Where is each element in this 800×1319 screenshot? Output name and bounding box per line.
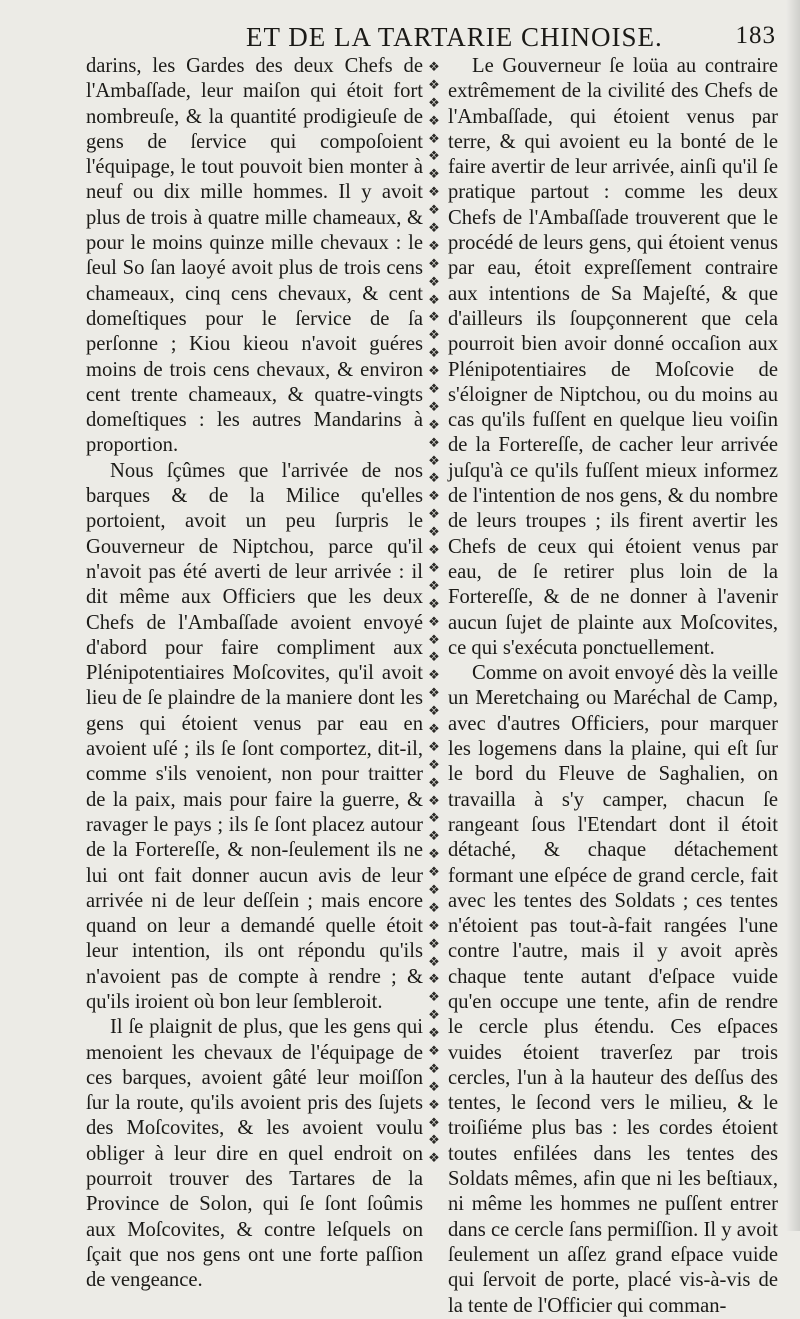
divider-ornament-icon: ❖	[428, 649, 440, 665]
divider-ornament-icon: ❖	[428, 381, 440, 397]
divider-ornament-icon: ❖	[428, 703, 440, 719]
divider-ornament-icon: ❖	[428, 363, 440, 379]
paragraph: darins, les Gardes des deux Chefs de l'Ambaſſade, leur maiſon qui étoit fort nombreuſe, & la quantité prodigieuſe de gens de ſervice qui compoſoient l'équipage, le tout pouvoit bien monter à neuf ou dix mille hommes. Il y avoit plus de trois à quatre mille chameaux, & pour le moins quinze mille chevaux : le ſeul So ſan laoyé avoit plus de trois cens chameaux, cinq cens chevaux, & cent domeſtiques pour le ſervice de ſa perſonne ; Kiou kieou n'avoit guéres moins de trois cens chevaux, & environ cent trente chameaux, & quatre-vingts domeſtiques : les autres Mandarins à proportion.	[86, 55, 423, 457]
divider-ornament-icon: ❖	[428, 488, 440, 504]
divider-ornament-icon: ❖	[428, 273, 440, 289]
divider-ornament-icon: ❖	[428, 899, 440, 915]
divider-ornament-icon: ❖	[428, 810, 440, 826]
divider-ornament-icon: ❖	[428, 1096, 440, 1112]
running-header	[86, 18, 776, 52]
divider-ornament-icon: ❖	[428, 184, 440, 200]
divider-ornament-icon: ❖	[428, 846, 440, 862]
divider-ornament-icon: ❖	[428, 237, 440, 253]
divider-ornament-icon: ❖	[428, 1025, 440, 1041]
divider-ornament-icon: ❖	[428, 917, 440, 933]
divider-ornament-icon: ❖	[428, 613, 440, 629]
divider-ornament-icon: ❖	[428, 220, 440, 236]
divider-ornament-icon: ❖	[428, 94, 440, 110]
divider-ornament-icon: ❖	[428, 255, 440, 271]
divider-ornament-icon: ❖	[428, 434, 440, 450]
divider-ornament-icon: ❖	[428, 470, 440, 486]
divider-ornament-icon: ❖	[428, 148, 440, 164]
divider-ornament-icon: ❖	[428, 1078, 440, 1094]
divider-ornament-icon: ❖	[428, 345, 440, 361]
divider-ornament-icon: ❖	[428, 864, 440, 880]
divider-ornament-icon: ❖	[428, 398, 440, 414]
divider-ornament-icon: ❖	[428, 1132, 440, 1148]
divider-ornament-icon: ❖	[428, 166, 440, 182]
running-title: ET DE LA TARTARIE CHINOISE.	[246, 22, 663, 52]
divider-ornament-icon: ❖	[428, 577, 440, 593]
paragraph: Le Gouverneur ſe loüa au contraire extrêmement de la civilité des Chefs de l'Ambaſſade, qui étoient venus par terre, & qui avoient eu la bonté de le faire avertir de leur arrivée, ainſi qu'il ſe pratique partout : comme les deux Chefs de l'Ambaſſade trouverent que le procédé de leurs gens, qui étoient venus par eau, étoit expreſſement contraire aux intentions de Sa Majeſté, & que d'ailleurs ils ſoupçonnerent que cela pourroit bien avoir donné occaſion aux Plénipotentiaires de Moſcovie de s'éloigner de Niptchou, ou du moins au cas qu'ils fuſſent en quelque lieu voiſin de la Fortereſſe, de cacher leur arrivée juſqu'à ce qu'ils fuſſent mieux informez de l'intention de nos gens, & du nombre de leurs troupes ; ils firent avertir les Chefs de ceux qui étoient venus par eau, de ſe retirer plus loin de la Fortereſſe, & de ne donner à l'avenir aucun ſujet de plainte aux Moſcovites, ce qui s'exécuta ponctuellement.	[448, 55, 778, 659]
left-column	[86, 54, 423, 1294]
divider-ornament-icon: ❖	[428, 1060, 440, 1076]
divider-ornament-icon: ❖	[428, 506, 440, 522]
divider-ornament-icon: ❖	[428, 76, 440, 92]
divider-ornament-icon: ❖	[428, 1150, 440, 1165]
divider-ornament-icon: ❖	[428, 595, 440, 611]
divider-ornament-icon: ❖	[428, 309, 440, 325]
divider-ornament-icon: ❖	[428, 667, 440, 683]
page-edge-shadow	[786, 0, 800, 1231]
divider-ornament-icon: ❖	[428, 416, 440, 432]
divider-ornament-icon: ❖	[428, 774, 440, 790]
divider-ornament-icon: ❖	[428, 291, 440, 307]
divider-ornament-icon: ❖	[428, 130, 440, 146]
divider-ornament-icon: ❖	[428, 1042, 440, 1058]
divider-ornament-icon: ❖	[428, 685, 440, 701]
paragraph: Il ſe plaignit de plus, que les gens qui menoient les chevaux de l'équipage de ces barques, avoient gâté leur moiſſon ſur la route, qu'ils avoient pris des ſujets des Moſcovites, & les avoient voulu obliger à leur dire en quel endroit on pourroit trouver des Tartares de la Province de Solon, qui ſe ſont ſoûmis aux Moſcovites, & contre leſquels on ſçait que nos gens ont une forte paſſion de vengeance.	[86, 1016, 423, 1292]
divider-ornament-icon: ❖	[428, 524, 440, 540]
paragraph: Comme on avoit envoyé dès la veille un Meretchaing ou Maréchal de Camp, avec d'autres Officiers, pour marquer les logemens dans la plaine, qui eſt ſur le bord du Fleuve de Saghalien, on travailla à s'y camper, chacun ſe rangeant ſous l'Etendart dont il étoit détaché, & chaque détachement formant une eſpéce de grand cercle, fait avec les tentes des Soldats ; ces tentes n'étoient pas tout-à-fait rangées l'une contre l'autre, mais il y avoit après chaque tente autant d'eſpace vuide qu'en occupe une tente, afin de rendre le cercle plus étendu. Ces eſpaces vuides étoient traverſez par trois cercles, l'un à la hauteur des deſſus des tentes, le ſecond vers le milieu, & le troiſiéme plus bas : les cordes étoient toutes enfilées dans les tentes des Soldats mêmes, afin que ni les beſtiaux, ni même les hommes ne puſſent entrer dans ce cercle ſans permiſſion. Il y avoit ſeulement un aſſez grand eſpace vuide qui ſervoit de porte, placé vis-à-vis de la tente de l'Officier qui comman-	[448, 662, 778, 1317]
divider-ornament-icon: ❖	[428, 756, 440, 772]
divider-ornament-icon: ❖	[428, 792, 440, 808]
divider-ornament-icon: ❖	[428, 112, 440, 128]
divider-ornament-icon: ❖	[428, 327, 440, 343]
page-number: 183	[735, 22, 776, 49]
divider-ornament-icon: ❖	[428, 60, 440, 74]
divider-ornament-icon: ❖	[428, 452, 440, 468]
divider-ornament-icon: ❖	[428, 559, 440, 575]
divider-ornament-icon: ❖	[428, 631, 440, 647]
ornamental-column-divider	[425, 60, 443, 1165]
divider-ornament-icon: ❖	[428, 935, 440, 951]
divider-ornament-icon: ❖	[428, 828, 440, 844]
right-column	[448, 54, 778, 1319]
divider-ornament-icon: ❖	[428, 881, 440, 897]
divider-ornament-icon: ❖	[428, 1007, 440, 1023]
divider-ornament-icon: ❖	[428, 720, 440, 736]
divider-ornament-icon: ❖	[428, 202, 440, 218]
paragraph: Nous ſçûmes que l'arrivée de nos barques & de la Milice qu'elles portoient, avoit un peu ſurpris le Gouverneur de Niptchou, parce qu'il n'avoit pas été averti de leur arrivée : il dit même aux Officiers que les deux Chefs de l'Ambaſſade avoient envoyé d'abord pour faire compliment aux Plénipotentiaires Moſcovites, qu'il avoit lieu de ſe plaindre de la maniere dont les gens qui étoient venus par eau en avoient uſé ; ils ſe ſont comportez, dit-il, comme s'ils venoient, non pour traitter de la paix, mais pour faire la guerre, & ravager le pays ; ils ſe ſont placez autour de la Fortereſſe, & non-ſeulement ils ne lui ont fait donner aucun avis de leur arrivée ni de leur deſſein ; mais encore quand on leur a demandé quelle étoit leur intention, ils ont répondu qu'ils n'avoient pas de compte à rendre ; & qu'ils iroient où bon leur ſembleroit.	[86, 459, 423, 1013]
divider-ornament-icon: ❖	[428, 738, 440, 754]
divider-ornament-icon: ❖	[428, 953, 440, 969]
divider-ornament-icon: ❖	[428, 971, 440, 987]
divider-ornament-icon: ❖	[428, 1114, 440, 1130]
divider-ornament-icon: ❖	[428, 542, 440, 558]
divider-ornament-icon: ❖	[428, 989, 440, 1005]
